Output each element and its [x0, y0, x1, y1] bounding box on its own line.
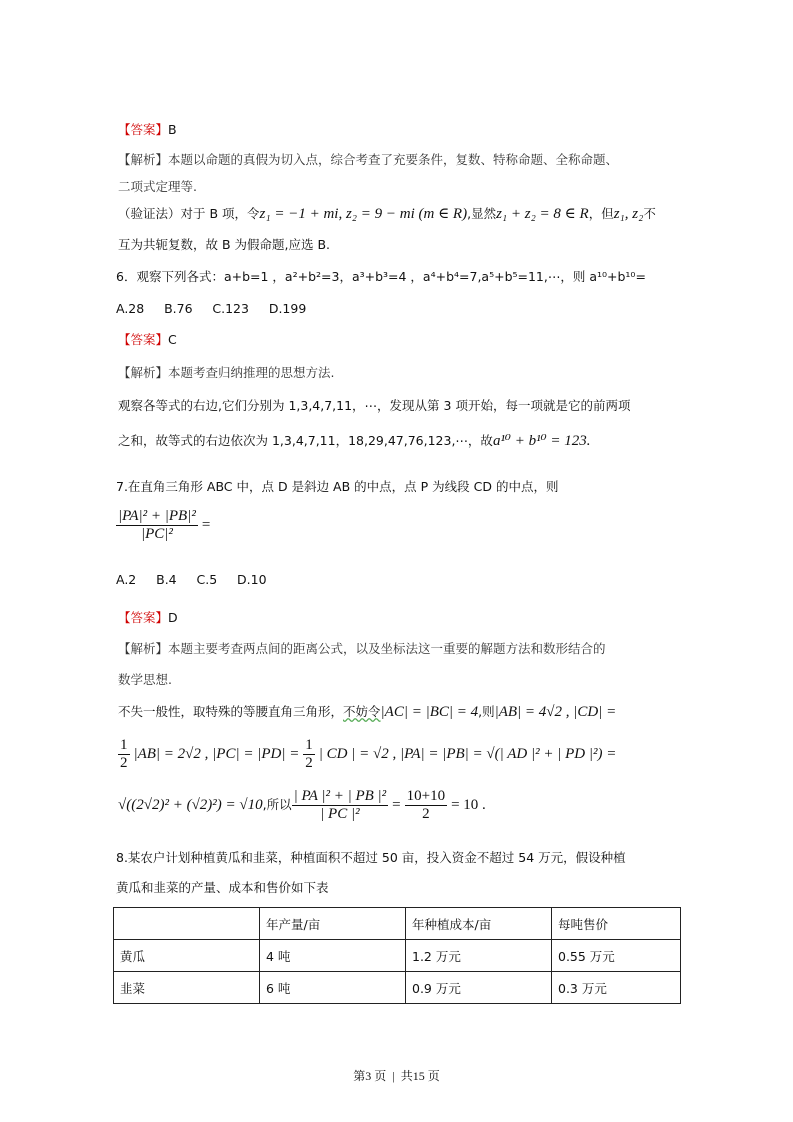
result: = 10 . [451, 797, 486, 813]
q7-step3 [118, 788, 486, 823]
text: ,所以 [262, 797, 292, 812]
denominator: 2 [305, 755, 313, 771]
text: 不妨令 [343, 704, 381, 719]
analysis-label: 【解析】 [118, 365, 169, 380]
fraction [405, 788, 447, 823]
fraction [116, 508, 198, 543]
text: 不失一般性，取特殊的等腰直角三角形， [118, 704, 344, 719]
numerator: 1 [120, 737, 128, 753]
q7-question: 7.在直角三角形 ABC 中，点 D 是斜边 AB 的中点，点 P 为线段 CD 的中点，则 [116, 479, 559, 494]
analysis-text: 本题主要考查两点间的距离公式，以及坐标法这一重要的解题方法和数形结合的 [168, 641, 606, 656]
math: |AB| = 2√2 , |PC| = |PD| = [133, 746, 300, 762]
q6-line1: 观察各等式的右边,它们分别为 1,3,4,7,11，⋯，发现从第 3 项开始，每一项就是它的前两项 [118, 398, 631, 413]
text: 之和，故等式的右边依次为 1,3,4,7,11，18,29,47,76,123,⋯，故 [118, 433, 493, 448]
math: |AC| = |BC| = 4 [380, 704, 479, 720]
answer-value: D [168, 610, 178, 625]
fraction-half [118, 737, 130, 772]
header-cell: 每吨售价 [552, 908, 681, 940]
q8-table [113, 907, 681, 1004]
denominator: |PC|² [140, 526, 173, 542]
q8-line2: 黄瓜和韭菜的产量、成本和售价如下表 [116, 880, 329, 895]
math: z₁ = −1 + mi, z₂ = 9 − mi (m ∈ R) [259, 206, 468, 222]
q7-answer [118, 609, 178, 627]
q5-analysis [118, 151, 618, 169]
cell: 6 吨 [260, 972, 406, 1004]
q7-step1 [118, 703, 616, 721]
equals: = [392, 797, 401, 813]
q5-analysis-cont: 二项式定理等. [118, 179, 197, 194]
q8-line1: 8.某农户计划种植黄瓜和韭菜，种植面积不超过 50 亩，投入资金不超过 54 万元，假设种植 [116, 850, 626, 865]
text: 不 [643, 206, 656, 221]
text: ，但 [588, 206, 614, 221]
q7-step2 [118, 737, 616, 772]
answer-label: 【答案】 [118, 610, 169, 625]
numerator: 10+10 [406, 788, 446, 804]
cell: 0.3 万元 [552, 972, 681, 1004]
q6-line2 [118, 432, 590, 450]
cell: 黄瓜 [114, 940, 260, 972]
denominator: 2 [422, 806, 430, 822]
denominator: 2 [120, 755, 128, 771]
math: a¹⁰ + b¹⁰ = 123. [492, 433, 591, 449]
q5-proof [118, 205, 656, 223]
q6-question: 6．观察下列各式：a+b=1 ，a²+b²=3，a³+b³=4 ，a⁴+b⁴=7,a⁵+b⁵=11,⋯，则 a¹⁰+b¹⁰= [116, 269, 646, 284]
text: （验证法）对于 B 项，令 [118, 206, 260, 221]
fraction [292, 788, 389, 823]
q7-formula [116, 508, 210, 543]
header-cell: 年产量/亩 [260, 908, 406, 940]
table-row [114, 972, 681, 1004]
q5-answer [118, 121, 177, 139]
math: √((2√2)² + (√2)²) = √10 [118, 797, 263, 813]
analysis-text: 本题以命题的真假为切入点，综合考查了充要条件，复数、特称命题、全称命题、 [168, 152, 619, 167]
text: ,则 [478, 704, 495, 719]
cell: 0.9 万元 [406, 972, 552, 1004]
q7-options: A.2 B.4 C.5 D.10 [116, 572, 267, 587]
q5-proof-cont: 互为共轭复数，故 B 为假命题,应选 B. [118, 237, 331, 252]
denominator: | PC |² [320, 806, 360, 822]
page-footer: 第3 页 | 共15 页 [353, 1069, 440, 1083]
q6-options: A.28 B.76 C.123 D.199 [116, 301, 307, 316]
table-row [114, 940, 681, 972]
q7-analysis-cont: 数学思想. [118, 672, 172, 687]
numerator: |PA|² + |PB|² [118, 508, 196, 524]
header-cell: 年种植成本/亩 [406, 908, 552, 940]
q6-analysis [118, 364, 335, 382]
cell: 1.2 万元 [406, 940, 552, 972]
math: z₁ + z₂ = 8 ∈ R [496, 206, 589, 222]
analysis-label: 【解析】 [118, 152, 169, 167]
text: ,显然 [467, 206, 497, 221]
numerator: | PA |² + | PB |² [293, 788, 387, 804]
table-header-row [114, 908, 681, 940]
q6-answer [118, 331, 177, 349]
analysis-text: 本题考查归纳推理的思想方法. [168, 365, 335, 380]
analysis-label: 【解析】 [118, 641, 169, 656]
equals: = [201, 517, 211, 533]
header-cell [114, 908, 260, 940]
answer-value: C [168, 332, 177, 347]
answer-label: 【答案】 [118, 332, 169, 347]
math: z₁, z₂ [613, 206, 644, 222]
cell: 4 吨 [260, 940, 406, 972]
answer-value: B [168, 122, 177, 137]
numerator: 1 [305, 737, 313, 753]
cell: 韭菜 [114, 972, 260, 1004]
math: |AB| = 4√2 , |CD| = [494, 704, 617, 720]
answer-label: 【答案】 [118, 122, 169, 137]
q7-analysis [118, 640, 606, 658]
fraction-half [303, 737, 315, 772]
math: | CD | = √2 , |PA| = |PB| = √(| AD |² + | PD |²) = [318, 746, 617, 762]
cell: 0.55 万元 [552, 940, 681, 972]
